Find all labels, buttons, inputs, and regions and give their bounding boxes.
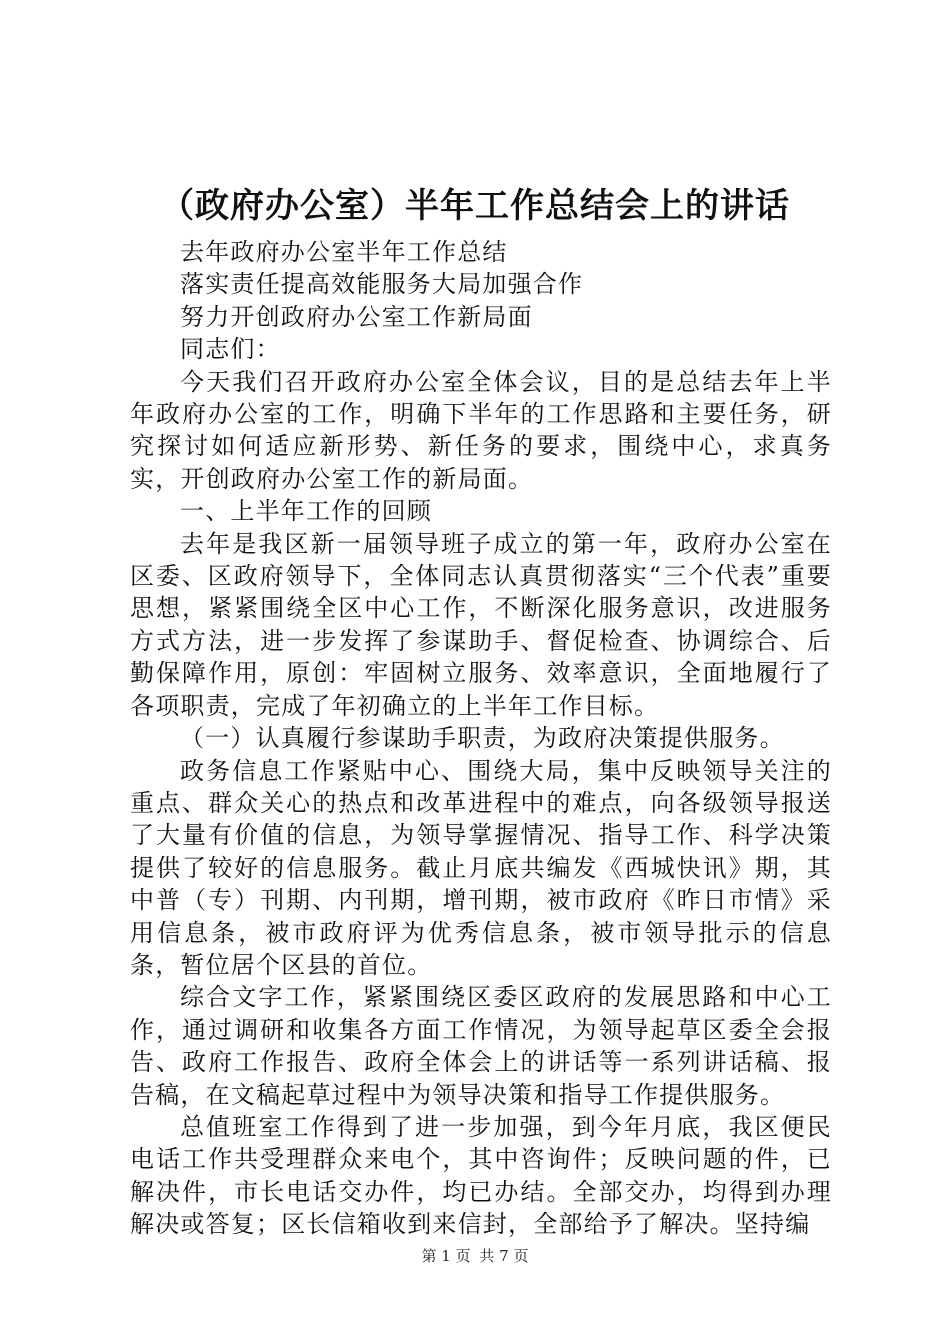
body-paragraph: 今天我们召开政府办公室全体会议，目的是总结去年上半年政府办公室的工作，明确下半年的工作思路和主要任务，研究探讨如何适应新形势、新任务的要求，围绕中心，求真务实，开创政府办公室工作的新局面。: [130, 367, 832, 493]
page-footer: [0, 1245, 950, 1266]
section-heading: 一、上半年工作的回顾: [180, 497, 432, 526]
subsection-heading: （一）认真履行参谋助手职责，为政府决策提供服务。: [180, 724, 785, 753]
document-body: [130, 236, 832, 1241]
page-number: 第 1 页: [421, 1247, 471, 1265]
subtitle-line: 努力开创政府办公室工作新局面: [180, 302, 533, 331]
body-paragraph: 总值班室工作得到了进一步加强，到今年月底，我区便民电话工作共受理群众来电个，其中咨询件；反映问题的件，已解决件，市长电话交办件，均已办结。全部交办，均得到办理解决或答复；区长信箱收到来信封，全部给予了解决。坚持编: [130, 1112, 832, 1239]
subtitle-line: 去年政府办公室半年工作总结: [180, 238, 508, 266]
salutation: 同志们：: [180, 335, 281, 364]
document-title: （政府办公室）半年工作总结会上的讲话: [160, 186, 790, 226]
body-paragraph: 综合文字工作，紧紧围绕区委区政府的发展思路和中心工作，通过调研和收集各方面工作情况，为领导起草区委全会报告、政府工作报告、政府全体会上的讲话等一系列讲话稿、报告稿，在文稿起草过程中为领导决策和指导工作提供服务。: [130, 983, 832, 1109]
body-paragraph: 政务信息工作紧贴中心、围绕大局，集中反映领导关注的重点、群众关心的热点和改革进程中的难点，向各级领导报送了大量有价值的信息，为领导掌握情况、指导工作、科学决策提供了较好的信息服务。截止月底共编发《西城快讯》期，其中普（专）刊期、内刊期，增刊期，被市政府《昨日市情》采用信息条，被市政府评为优秀信息条，被市领导批示的信息条，暂位居个区县的首位。: [130, 756, 832, 979]
subtitle-line: 落实责任提高效能服务大局加强合作: [180, 270, 584, 299]
page-total: 共 7 页: [479, 1247, 529, 1265]
body-paragraph: 去年是我区新一届领导班子成立的第一年，政府办公室在区委、区政府领导下，全体同志认真贯彻落实“三个代表”重要思想，紧紧围绕全区中心工作，不断深化服务意识，改进服务方式方法，进一步发挥了参谋助手、督促检查、协调综合、后勤保障作用，原创：牢固树立服务、效率意识，全面地履行了各项职责，完成了年初确立的上半年工作目标。: [130, 529, 832, 720]
